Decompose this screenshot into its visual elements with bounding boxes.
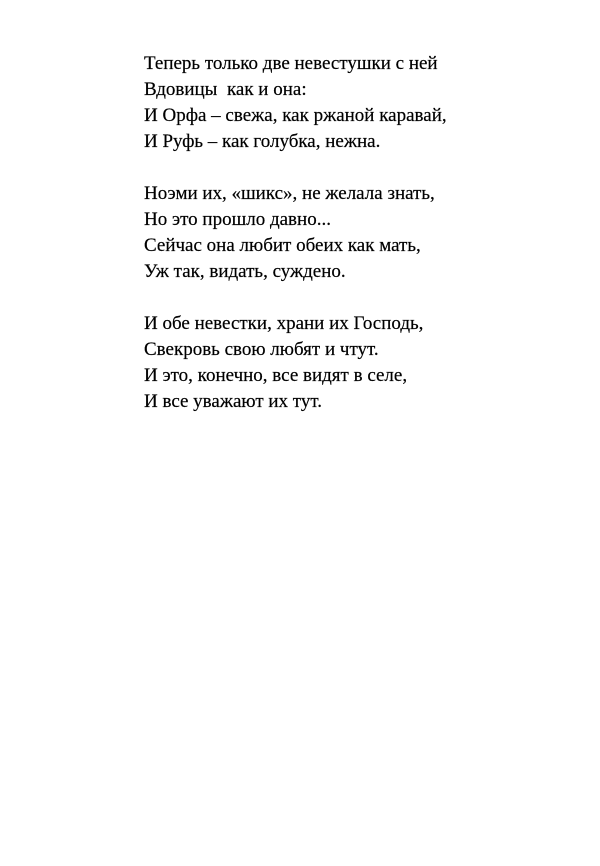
poem-line: Вдовицы как и она: [144,79,307,100]
poem-line: И это, конечно, все видят в селе, [144,365,408,386]
poem-line: И все уважают их тут. [144,391,322,412]
stanza-1 [144,51,564,155]
poem-text [144,51,564,415]
poem-line: Теперь только две невестушки с ней [144,53,438,74]
poem-line: И обе невестки, храни их Господь, [144,313,424,334]
poem-line: И Орфа – свежа, как ржаной каравай, [144,105,447,126]
poem-line: Свекровь свою любят и чтут. [144,339,379,360]
stanza-2 [144,181,564,285]
poem-line: Ноэми их, «шикс», не желала знать, [144,183,435,204]
poem-line: Уж так, видать, суждено. [144,261,346,282]
poem-line: И Руфь – как голубка, нежна. [144,131,381,152]
poem-line: Сейчас она любит обеих как мать, [144,235,421,256]
stanza-3 [144,311,564,415]
poem-line: Но это прошло давно... [144,209,331,230]
